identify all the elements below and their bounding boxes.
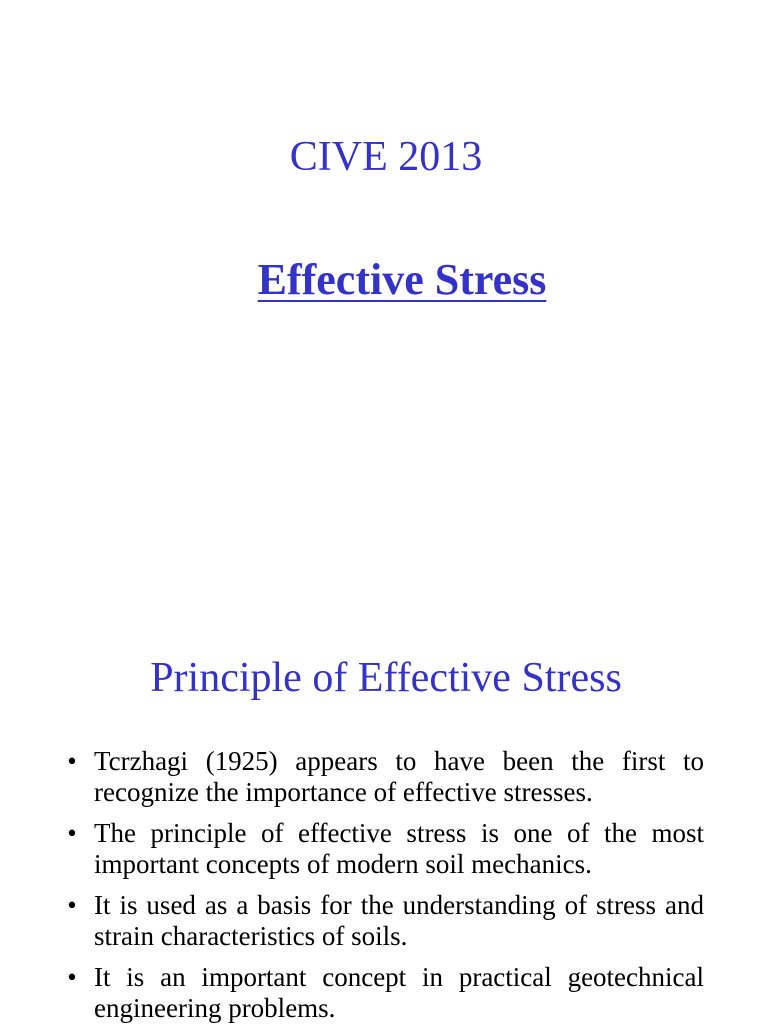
list-item <box>62 818 704 880</box>
list-item <box>62 746 704 808</box>
course-code: CIVE 2013 <box>289 134 483 180</box>
slide-title-text: Effective Stress <box>257 255 547 304</box>
bullet-text: It is an important concept in practical geotechnical engineering problems. <box>94 962 704 1023</box>
bullet-icon: • <box>67 818 77 848</box>
list-item <box>62 890 704 952</box>
bullet-text: Tcrzhagi (1925) appears to have been the first to recognize the importance of effective stresses. <box>94 746 704 807</box>
bullet-list <box>62 746 704 1034</box>
section-heading: Principle of Effective Stress <box>150 655 622 701</box>
bullet-icon: • <box>67 962 77 992</box>
slide-title <box>0 254 768 306</box>
bullet-text: It is used as a basis for the understanding of stress and strain characteristics of soils. <box>94 890 704 951</box>
bullet-icon: • <box>67 890 77 920</box>
list-item <box>62 962 704 1024</box>
bullet-icon: • <box>67 746 77 776</box>
bullet-text: The principle of effective stress is one of the most important concepts of modern soil mechanics. <box>94 818 704 879</box>
